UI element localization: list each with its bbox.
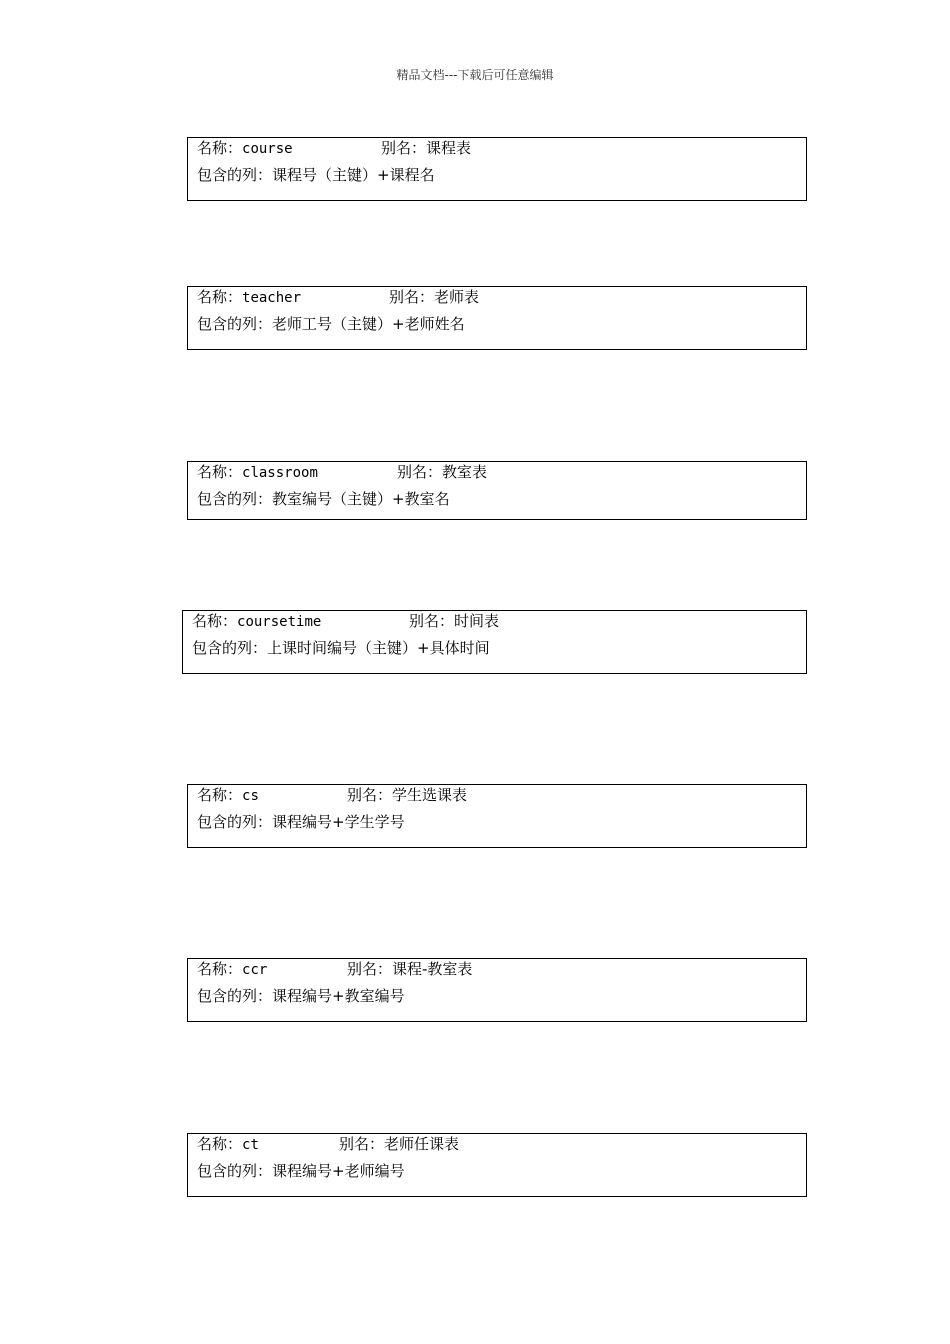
table-alias: 教室表 <box>442 463 488 481</box>
table-alias-line <box>389 287 479 307</box>
table-columns: 教室编号（主键）+教室名 <box>272 490 450 508</box>
table-name-line <box>197 462 318 483</box>
table-columns: 课程编号+教室编号 <box>272 987 405 1005</box>
table-alias: 课程表 <box>426 139 472 157</box>
name-label: 名称： <box>197 463 243 481</box>
table-alias-line <box>409 611 499 631</box>
table-alias: 老师任课表 <box>384 1135 460 1153</box>
page-header: 精品文档---下载后可任意编辑 <box>396 68 554 82</box>
name-label: 名称： <box>197 786 243 804</box>
name-label: 名称： <box>197 288 243 306</box>
table-alias-line <box>381 138 471 158</box>
table-definition-cs <box>187 784 807 848</box>
alias-label: 别名： <box>347 960 393 978</box>
table-alias: 老师表 <box>434 288 480 306</box>
alias-label: 别名： <box>347 786 393 804</box>
table-columns: 课程编号+学生学号 <box>272 813 405 831</box>
name-label: 名称： <box>197 960 243 978</box>
table-columns: 上课时间编号（主键）+具体时间 <box>267 639 490 657</box>
table-columns-line <box>192 638 490 658</box>
table-columns: 课程编号+老师编号 <box>272 1162 405 1180</box>
table-definition-teacher <box>187 286 807 350</box>
table-alias: 学生选课表 <box>392 786 468 804</box>
table-columns-line <box>197 986 405 1006</box>
table-name: ccr <box>242 962 268 978</box>
name-label: 名称： <box>197 139 243 157</box>
table-name: coursetime <box>237 614 322 630</box>
table-name: ct <box>242 1137 259 1153</box>
alias-label: 别名： <box>381 139 427 157</box>
table-name-line <box>197 287 301 308</box>
table-alias: 课程-教室表 <box>392 960 473 978</box>
table-columns-line <box>197 812 405 832</box>
table-name-line <box>197 785 259 806</box>
columns-label: 包含的列： <box>197 166 273 184</box>
name-label: 名称： <box>192 612 238 630</box>
table-columns-line <box>197 1161 405 1181</box>
table-columns: 老师工号（主键）+老师姓名 <box>272 315 465 333</box>
table-name-line <box>197 959 267 980</box>
columns-label: 包含的列： <box>192 639 268 657</box>
table-definition-ct <box>187 1133 807 1197</box>
table-name-line <box>197 138 293 159</box>
table-columns-line <box>197 314 465 334</box>
alias-label: 别名： <box>409 612 455 630</box>
columns-label: 包含的列： <box>197 315 273 333</box>
table-name-line <box>192 611 321 632</box>
alias-label: 别名： <box>339 1135 385 1153</box>
columns-label: 包含的列： <box>197 813 273 831</box>
table-name: cs <box>242 788 259 804</box>
table-alias-line <box>347 785 467 805</box>
alias-label: 别名： <box>397 463 443 481</box>
table-definition-ccr <box>187 958 807 1022</box>
table-definition-course <box>187 137 807 201</box>
table-alias-line <box>339 1134 459 1154</box>
table-alias: 时间表 <box>454 612 500 630</box>
columns-label: 包含的列： <box>197 987 273 1005</box>
table-name: classroom <box>242 465 318 481</box>
alias-label: 别名： <box>389 288 435 306</box>
table-columns-line <box>197 489 450 509</box>
columns-label: 包含的列： <box>197 490 273 508</box>
table-alias-line <box>397 462 487 482</box>
table-alias-line <box>347 959 472 979</box>
table-name: course <box>242 141 293 157</box>
table-name-line <box>197 1134 259 1155</box>
table-columns: 课程号（主键）+课程名 <box>272 166 435 184</box>
table-definition-coursetime <box>182 610 807 674</box>
table-definition-classroom <box>187 461 807 520</box>
table-name: teacher <box>242 290 302 306</box>
name-label: 名称： <box>197 1135 243 1153</box>
columns-label: 包含的列： <box>197 1162 273 1180</box>
table-columns-line <box>197 165 435 185</box>
